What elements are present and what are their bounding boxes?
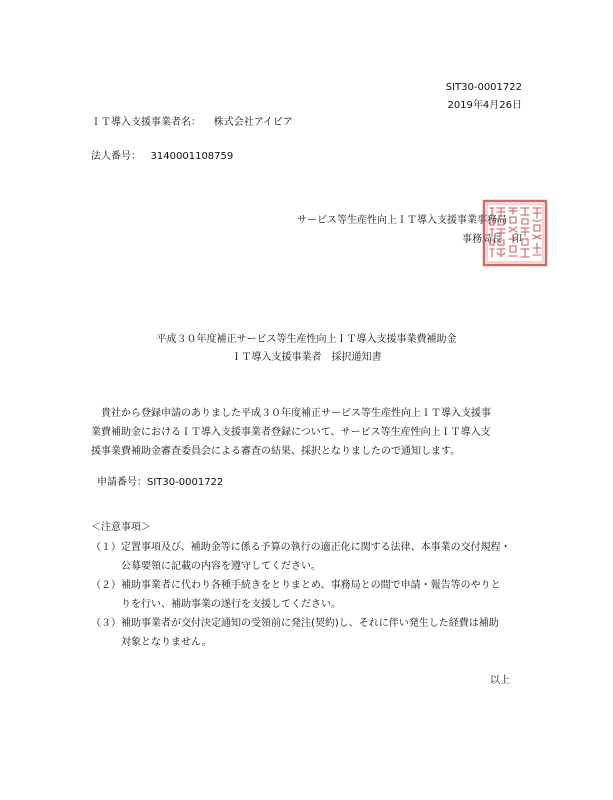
sender-org: サービス等生産性向上ＩＴ導入支援事業事務局 — [297, 215, 507, 226]
application-number-line — [97, 478, 223, 488]
corp-number-label: 法人番号： — [91, 151, 141, 162]
note-item — [91, 538, 511, 576]
closing-mark: 以上 — [490, 675, 510, 686]
notes-heading: ＜注意事項＞ — [91, 522, 151, 533]
note-text-line-2: 公募要領に記載の内容を遵守してください。 — [121, 561, 321, 572]
note-number: （１） — [91, 542, 121, 553]
recipient-line — [91, 118, 293, 128]
corp-number-value: 3140001108759 — [150, 151, 234, 162]
body-line-3: 援事業費補助金審査委員会による審査の結果、採択となりましたので通知します。 — [91, 446, 461, 457]
note-text-line-1: 定置事項及び、補助金等に係る予算の執行の適正化に関する法律、本事業の交付規程・ — [121, 542, 511, 553]
title-line-2: ＩＴ導入支援事業者 採択通知書 — [231, 352, 382, 363]
application-number-label: 申請番号： — [97, 477, 147, 488]
note-item — [91, 614, 511, 652]
note-number: （３） — [91, 618, 121, 629]
note-text-line-2: りを行い、補助事業の遂行を支援してください。 — [121, 599, 341, 610]
recipient-name: 株式会社アイピア — [213, 117, 293, 128]
note-number: （２） — [91, 580, 121, 591]
note-item — [91, 576, 511, 614]
notes-list — [91, 538, 511, 652]
note-text-line-2: 対象となりません。 — [121, 637, 212, 648]
application-number-value: SIT30-0001722 — [147, 477, 224, 488]
issue-date: 2019年4月26日 — [447, 100, 522, 111]
title-line-1: 平成３０年度補正サービス等生産性向上ＩＴ導入支援事業費補助金 — [156, 334, 457, 345]
seal-stamp-graphic — [481, 198, 549, 268]
recipient-label: ＩＴ導入支援事業者名： — [91, 117, 201, 128]
note-text-line-1: 補助事業者に代わり各種手続きをとりまとめ、事務局との間で申請・報告等のやりと — [121, 580, 501, 591]
note-text-line-1: 補助事業者が交付決定通知の受領前に発注(契約)し、それに伴い発生した経費は補助 — [121, 618, 499, 629]
sender-office: 事務局長 印 — [462, 234, 522, 245]
body-paragraph — [91, 404, 491, 461]
body-line-1: 貴社から登録申請のありました平成３０年度補正サービス等生産性向上ＩＴ導入支援事 — [101, 408, 491, 419]
body-line-2: 業費補助金におけるＩＴ導入支援事業者登録について、サービス等生産性向上ＩＴ導入支 — [91, 427, 491, 438]
corp-number-line — [91, 152, 233, 162]
document-number: SIT30-0001722 — [445, 82, 522, 93]
official-seal — [481, 198, 549, 268]
